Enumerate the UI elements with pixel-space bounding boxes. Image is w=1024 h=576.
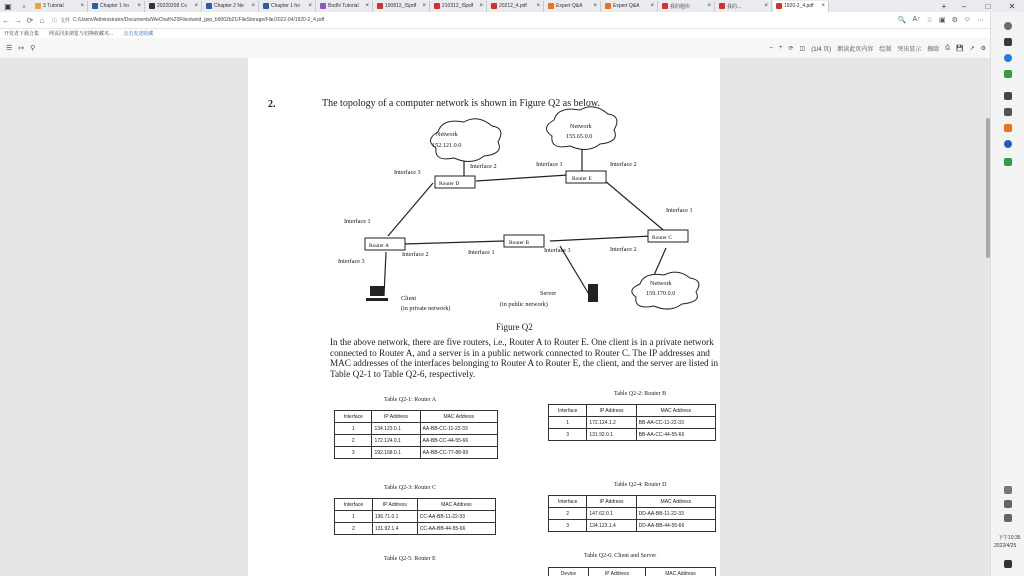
table-row [335, 423, 498, 435]
read-aloud-button[interactable]: 朗读此页内容 [837, 46, 874, 53]
tab-item[interactable] [374, 1, 430, 12]
highlight-button[interactable]: 突出显示 [897, 46, 922, 53]
table-router-b [548, 404, 716, 441]
tab-favicon-icon [548, 3, 554, 9]
router-a-interface-2: Interface 2 [402, 251, 429, 258]
router-e-label: Router E [572, 176, 592, 182]
tab-favicon-icon [149, 3, 155, 9]
tab-item[interactable] [260, 1, 316, 12]
network-c-address: 159.170.0.0 [646, 290, 676, 297]
tab-close-icon[interactable]: × [194, 3, 198, 9]
back-icon[interactable]: ← [2, 15, 10, 25]
network-topology-figure [248, 58, 720, 320]
mail-icon[interactable] [1004, 108, 1012, 116]
shopping-icon[interactable] [1004, 70, 1012, 78]
table-row [549, 417, 716, 429]
favorite-item-3[interactable]: 点击发送收藏 [123, 30, 154, 37]
settings-icon[interactable]: ⚙ [980, 45, 986, 52]
table-header-row [549, 405, 716, 417]
minimize-icon[interactable]: – [961, 1, 967, 11]
tab-close-icon[interactable]: × [821, 3, 825, 9]
draw-button[interactable]: 绘制 [879, 46, 892, 53]
header-ip: IP Address [372, 499, 417, 511]
tab-label: 20220208 Co [157, 3, 188, 9]
page-indicator[interactable]: (1/4 页) [811, 46, 832, 53]
server-label: Server [540, 290, 557, 297]
tab-item[interactable] [431, 1, 487, 12]
games-icon[interactable] [1004, 158, 1012, 166]
cell-ip: 134.123.0.1 [372, 423, 420, 435]
pdf-viewer[interactable] [0, 58, 990, 576]
print-icon[interactable]: ⎙ [945, 44, 951, 51]
volume-icon[interactable] [1004, 514, 1012, 522]
tab-favicon-icon [776, 3, 782, 9]
search-icon[interactable]: ⚲ [30, 45, 36, 52]
cell-interface: 3 [549, 520, 587, 532]
table-b-caption: Table Q2-2: Router B [614, 391, 667, 397]
tab-item[interactable] [602, 1, 658, 12]
tab-favicon-icon [92, 3, 98, 9]
address-text: C:/Users/Administrator/Documents/WeChat%20Files/wxid_gxp_b9002b21/FileStorage/File/2022-04/1920-2_4.pdf [73, 17, 325, 23]
cell-ip: 136.71.0.1 [372, 511, 417, 523]
maximize-icon[interactable]: □ [985, 1, 991, 11]
header-ip: IP Address [587, 405, 636, 417]
cell-interface: 1 [549, 417, 587, 429]
tab-label: Chapter 2 Ne [214, 3, 244, 9]
favorite-star-icon[interactable]: ☆ [926, 17, 933, 24]
tab-label: Expert Q&A [556, 3, 583, 9]
router-a-label: Router A [369, 243, 390, 249]
cell-ip: 147.62.0.1 [587, 508, 636, 520]
header-interface: Interface [549, 496, 587, 508]
address-prefix: 文件 [60, 17, 71, 24]
notification-icon[interactable] [1004, 560, 1012, 568]
tab-actions-icon[interactable]: ▫ [22, 1, 26, 11]
question-text: The topology of a computer network is shown in Figure Q2 as below. [322, 98, 600, 109]
network-tray-icon[interactable] [1004, 500, 1012, 508]
table-row [335, 511, 496, 523]
cell-interface: 2 [549, 508, 587, 520]
zoom-icon[interactable]: 🔍 [897, 17, 907, 24]
cell-interface: 1 [335, 423, 372, 435]
router-c-interface-1: Interface 1 [666, 207, 693, 214]
table-header-row [335, 411, 498, 423]
tab-close-icon[interactable]: × [251, 3, 255, 9]
new-tab-button[interactable]: + [941, 1, 947, 11]
tab-label: 1920-2_4.pdf [784, 3, 814, 9]
cell-interface: 3 [335, 447, 372, 459]
network-c-label: Network [650, 280, 672, 287]
fit-icon[interactable]: ↦ [18, 45, 25, 52]
extensions-icon[interactable]: ⚙ [951, 17, 958, 24]
clock-time[interactable]: 下午10:35 [998, 535, 1021, 541]
table-client-server [548, 567, 716, 576]
home-icon[interactable]: ⌂ [39, 15, 45, 25]
cell-mac: AA-BB-CC-44-55-66 [420, 435, 497, 447]
cell-mac: DD-AA-BB-44-55-66 [636, 520, 715, 532]
header-interface: Interface [549, 405, 587, 417]
tab-close-icon[interactable]: × [80, 3, 84, 9]
router-b-label: Router B [509, 240, 530, 246]
header-mac: MAC Address [636, 405, 715, 417]
table-router-d [548, 495, 716, 532]
header-mac: MAC Address [636, 496, 715, 508]
figure-caption: Figure Q2 [496, 322, 533, 332]
cell-mac: AA-BB-CC-77-88-99 [420, 447, 497, 459]
tab-close-icon[interactable]: × [365, 3, 369, 9]
cell-mac: AA-BB-CC-11-22-33 [420, 423, 497, 435]
tab-item[interactable] [488, 1, 544, 12]
client-label: Client [401, 295, 417, 302]
tab-item[interactable] [716, 1, 772, 12]
cell-interface: 1 [335, 511, 373, 523]
refresh-icon[interactable]: ⟳ [26, 15, 34, 25]
more-icon[interactable]: ⋯ [977, 17, 984, 24]
tab-close-icon[interactable]: × [707, 3, 711, 9]
tab-favicon-icon [263, 3, 269, 9]
problem-paragraph-text: In the above network, there are five routers, i.e., Router A to Router E. One client is in a private network connected to Router A, and a server is in a public network connected to Router C. The IP addresses and MAC addresses of the interfaces belonging to Router A to Router E, the client, and the server are listed in Table Q2-1 to Table Q2-6, respectively. [330, 337, 719, 379]
cell-ip: 192.168.0.1 [372, 447, 420, 459]
tab-bar [0, 0, 1024, 12]
table-router-a [334, 410, 498, 459]
network-e-label: Network [570, 123, 592, 130]
zoom-in-icon[interactable]: + [778, 45, 783, 51]
tab-item[interactable] [32, 1, 88, 12]
favorite-item-2[interactable]: 网页同步浏览与切换收藏夹... [49, 30, 114, 37]
tab-close-icon[interactable]: × [137, 3, 141, 9]
cell-ip: 134.123.1.4 [587, 520, 636, 532]
tab-close-icon[interactable]: × [536, 3, 540, 9]
cell-ip: 131.92.1.4 [372, 523, 417, 535]
cell-mac: CC-AA-BB-44-55-66 [417, 523, 495, 535]
router-e-interface-2: Interface 2 [610, 161, 637, 168]
pdf-toolbar-left [0, 44, 35, 52]
header-interface: Interface [335, 499, 373, 511]
tab-label: Chapter 1 ho [100, 3, 129, 9]
table-row [549, 508, 716, 520]
header-mac: MAC Address [646, 568, 716, 576]
share-icon[interactable]: ↗ [969, 45, 975, 52]
profile-icon[interactable]: ☺ [963, 16, 971, 23]
header-mac: MAC Address [417, 499, 495, 511]
router-b-interface-1: Interface 1 [468, 249, 495, 256]
tab-label: 我的... [727, 3, 742, 10]
edge-copilot-icon[interactable] [1004, 54, 1012, 62]
tab-close-icon[interactable]: × [422, 3, 426, 9]
info-icon: ⓘ [52, 17, 58, 24]
address-bar-row [0, 12, 1024, 29]
server-sublabel: (in public network) [500, 301, 548, 308]
tab-favicon-icon [35, 3, 41, 9]
office-icon[interactable] [1004, 124, 1012, 132]
tab-item[interactable] [659, 1, 715, 12]
tab-close-icon[interactable]: × [479, 3, 483, 9]
cell-interface: 2 [335, 435, 372, 447]
tab-favicon-icon [605, 3, 611, 9]
header-interface: Interface [335, 411, 372, 423]
tab-close-icon[interactable]: × [764, 3, 768, 9]
cell-interface: 2 [335, 523, 373, 535]
question-number: 2. [268, 99, 276, 110]
tab-label: 190812_ISpdf [385, 3, 417, 9]
tab-label: Chapter 1 ho [271, 3, 300, 9]
router-b-interface-3: Interface 3 [544, 247, 571, 254]
table-c-caption: Table Q2-3: Router C [384, 485, 437, 491]
header-ip: IP Address [588, 568, 645, 576]
router-d-interface-3: Interface 3 [394, 169, 421, 176]
pdf-toolbar-right [770, 44, 990, 53]
table-router-c [334, 498, 496, 535]
forward-icon[interactable]: → [14, 15, 22, 25]
table-row [335, 523, 496, 535]
pdf-page [248, 58, 720, 576]
cell-ip: 172.124.0.1 [372, 435, 420, 447]
network-cloud-d [430, 119, 500, 162]
tab-favicon-icon [206, 3, 212, 9]
tab-item[interactable] [545, 1, 601, 12]
tab-favicon-icon [377, 3, 383, 9]
header-ip: IP Address [587, 496, 636, 508]
table-header-row [549, 496, 716, 508]
network-e-address: 155.65.0.0 [566, 133, 593, 140]
table-a-caption: Table Q2-1: Router A [384, 397, 437, 403]
network-d-label: Network [436, 131, 458, 138]
router-c-interface-2: Interface 2 [610, 246, 637, 253]
cell-interface: 3 [549, 429, 587, 441]
router-c-label: Router C [652, 235, 673, 241]
cell-mac: BB-AA-CC-11-22-33 [636, 417, 715, 429]
router-d-interface-2: Interface 2 [470, 163, 497, 170]
router-e-interface-1: Interface 1 [536, 161, 563, 168]
tab-item[interactable] [317, 1, 373, 12]
cell-mac: BB-AA-CC-44-55-66 [636, 429, 715, 441]
header-ip: IP Address [372, 411, 420, 423]
rotate-icon[interactable]: ⟳ [788, 45, 794, 52]
favorites-bar [0, 28, 1024, 38]
search-sidebar-icon[interactable] [1004, 22, 1012, 30]
table-row [549, 429, 716, 441]
tab-label: Expert Q&A [613, 3, 640, 9]
tab-item[interactable] [773, 1, 829, 12]
save-icon[interactable]: 💾 [956, 45, 964, 52]
table-header-row [549, 568, 716, 576]
tab-favicon-icon [719, 3, 725, 9]
tab-strip [32, 0, 936, 12]
router-d-label: Router D [439, 181, 460, 187]
tab-favicon-icon [662, 3, 668, 9]
pdf-toolbar [0, 38, 990, 59]
contents-icon[interactable]: ☰ [6, 45, 13, 52]
chevron-up-icon[interactable] [1004, 486, 1012, 494]
tab-item[interactable] [146, 1, 202, 12]
table-e-caption: Table Q2-5: Router E [384, 556, 436, 562]
cell-mac: CC-AA-BB-11-22-33 [417, 511, 495, 523]
sidebar-menu-icon[interactable] [1004, 38, 1012, 46]
erase-button[interactable]: 擦除 [927, 46, 940, 53]
tab-label: 210312_ISpdf [442, 3, 474, 9]
right-sidebar [990, 12, 1024, 576]
address-input[interactable] [52, 15, 412, 26]
tab-label: 20212_4.pdf [499, 3, 527, 9]
window-menu-icon[interactable]: ▣ [4, 1, 12, 11]
problem-paragraph [330, 337, 720, 379]
tab-item[interactable] [203, 1, 259, 12]
tab-close-icon[interactable]: × [650, 3, 654, 9]
outlook-icon[interactable] [1004, 140, 1012, 148]
tab-item[interactable] [89, 1, 145, 12]
table-d-caption: Table Q2-4: Router D [614, 482, 667, 488]
cell-ip: 172.124.1.2 [587, 417, 636, 429]
zoom-out-icon[interactable]: – [769, 45, 773, 51]
clock-date[interactable]: 2022/4/25 [994, 543, 1017, 549]
cell-ip: 131.92.0.1 [587, 429, 636, 441]
header-mac: MAC Address [420, 411, 497, 423]
table-row [549, 520, 716, 532]
table-row [335, 435, 498, 447]
window-controls [952, 0, 1024, 12]
table-f-caption: Table Q2-6: Client and Server [584, 553, 657, 559]
tab-favicon-icon [434, 3, 440, 9]
tab-favicon-icon [491, 3, 497, 9]
favorite-item-1[interactable]: 开发者下载合集 [4, 30, 40, 37]
tab-label: 3 Tutorial [43, 3, 64, 9]
tab-close-icon[interactable]: × [308, 3, 312, 9]
tab-close-icon[interactable]: × [593, 3, 597, 9]
collections-icon[interactable]: ▣ [938, 17, 946, 24]
tab-favicon-icon [320, 3, 326, 9]
page-view-icon[interactable]: ◫ [799, 45, 806, 52]
close-icon[interactable]: ✕ [1008, 1, 1016, 11]
client-sublabel: (in private network) [401, 305, 451, 312]
tab-label: 我的题库 [670, 3, 691, 10]
tab-label: Bodhi Tutorial [328, 3, 359, 9]
read-aloud-icon[interactable]: A↑ [912, 16, 921, 23]
cell-mac: DD-AA-BB-11-22-33 [636, 508, 715, 520]
tools-icon[interactable] [1004, 92, 1012, 100]
network-d-address: 152.121.0.0 [432, 142, 462, 149]
table-header-row [335, 499, 496, 511]
table-row [335, 447, 498, 459]
router-a-interface-1: Interface 1 [344, 218, 371, 225]
router-a-interface-3: Interface 3 [338, 258, 365, 265]
header-device: Device [549, 568, 589, 576]
